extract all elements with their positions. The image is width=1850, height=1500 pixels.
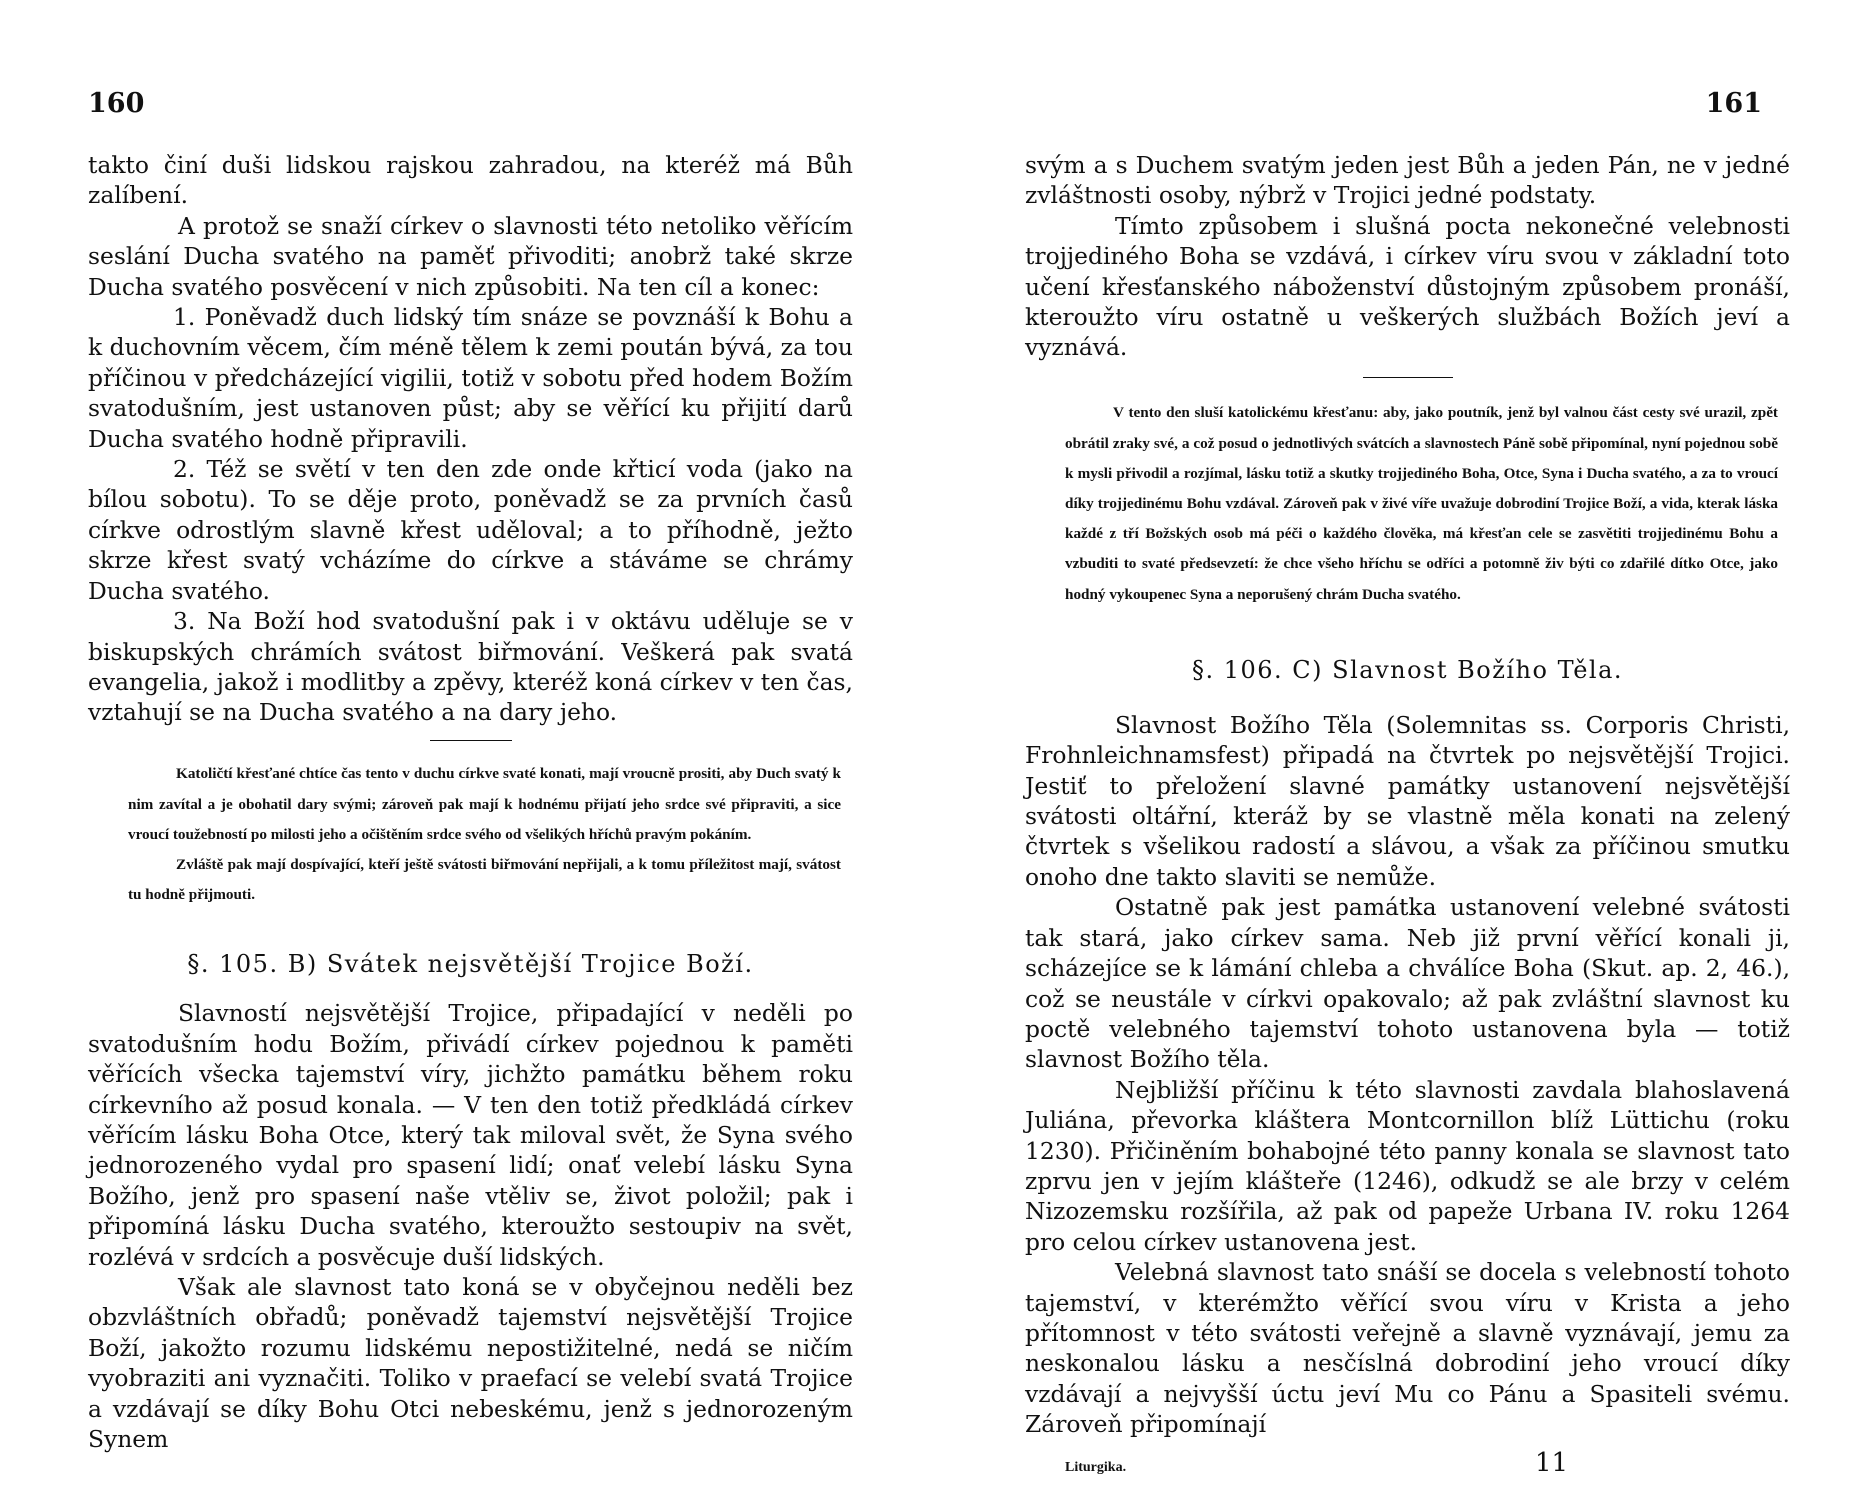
paragraph: Ostatně pak jest památka ustanovení velebné svátosti tak stará, jako církev sama. Neb již první věřící konali ji, scházejíce se k lámání chleba a chválíce Boha (Skut. ap. 2, 46.), což se neustále v církvi opakovalo; až pak zvláštní slavnost ku poctě velebného tajemství tohoto ustanovena byla — totiž slavnost Božího těla. <box>1025 893 1790 1074</box>
section-heading-106: §. 106. C) Slavnost Božího Těla. <box>1191 655 1624 684</box>
left-body-text <box>88 150 853 728</box>
section-105-text <box>88 998 853 1454</box>
paragraph: Slavnost Božího Těla (Solemnitas ss. Corporis Christi, Frohnleichnamsfest) připadá na čtvrtek po nejsvětější Trojici. Jestiť to přeložení slavné památky ustanovení nejsvětější svátosti oltářní, kteráž by se vlastně měla konati na zelený čtvrtek s všelikou radostí a slávou, a však za příčinou smutku onoho dne takto slaviti se nemůže. <box>1025 710 1790 891</box>
signature-mark: Liturgika. <box>1065 1459 1127 1475</box>
left-text-column <box>88 150 853 1454</box>
numbered-paragraph: 3. Na Boží hod svatodušní pak i v oktávu uděluje se v biskupských chrámích svátost biřmování. Veškerá pak svatá evangelia, jakož i modlitby a zpěvy, kteréž koná církev v ten čas, vztahují se na Ducha svatého a na dary jeho. <box>88 607 853 727</box>
page-number-right: 161 <box>1705 88 1762 119</box>
section-106-text <box>1025 710 1790 1440</box>
paragraph: Nejbližší příčinu k této slavnosti zavdala blahoslavená Juliána, převorka kláštera Montcornillon blíž Lüttichu (roku 1230). Přičiněním bohabojné této panny konala se slavnost tato zprvu jen v jejím klášteře (1246), odkudž se ale brzy v celém Nizozemsku rozšířila, až pak od papeže Urbana IV. roku 1264 pro celou církev ustanovena jest. <box>1025 1075 1790 1256</box>
divider-rule <box>1363 377 1453 379</box>
left-note-block <box>128 759 841 910</box>
right-body-text <box>1025 150 1790 363</box>
note-paragraph: V tento den sluší katolickému křesťanu: aby, jako poutník, jenž byl valnou část cesty své urazil, zpět obrátil zraky své, a což posud o jednotlivých svátcích a slavnostech Páně sobě připomínal, nyní pojednou sobě k mysli přivodil a rozjímal, lásku totiž a skutky trojjediného Boha, Otce, Syna i Ducha svatého, a za to vroucí díky trojjedinému Bohu vzdával. Zároveň pak v živé víře uvažuje dobrodiní Trojice Boží, a vida, kterak láska každé z tří Božských osob má péči o každého člověka, má křesťan cele se zasvětiti trojjedinému Bohu a vzbuditi to svaté předsevzetí: že chce všeho hříchu se odříci a potomně živ býti co zdařilé dítko Otce, jako hodný vykoupenec Syna a neporušený chrám Ducha svatého. <box>1065 404 1778 603</box>
paragraph: Slavností nejsvětější Trojice, připadající v neděli po svatodušním hodu Božím, přivádí církev pojednou k paměti věřících všecka tajemství víry, jichžto památku během roku církevního až posud konala. — V ten den totiž předkládá církev věřícím lásku Boha Otce, který tak miloval svět, že Syna svého jednorozeného vydal pro spasení lidí; onať velebí lásku Syna Božího, jenž pro spasení naše vtěliv se, život položil; pak i připomíná lásku Ducha svatého, kteroužto sestoupiv na svět, rozlévá v srdcích a posvěcuje duší lidských. <box>88 999 853 1271</box>
paragraph: Však ale slavnost tato koná se v obyčejnou neděli bez obzvláštních obřadů; poněvadž tajemství nejsvětější Trojice Boží, jakožto rozumu lidskému nepostižitelné, nedá se ničím vyobraziti ani vyznačiti. Toliko v praefací se velebí svatá Trojice a vzdávají se díky Bohu Otci nebeskému, jenž s jednorozeným Synem <box>88 1272 853 1454</box>
paragraph: Tímto způsobem i slušná pocta nekonečné velebnosti trojjediného Boha se vzdává, i církev víru svou v základní toto učení křesťanského náboženství důstojným způsobem pronáší, kteroužto víru ostatně u veškerých službách Božích jeví a vyznává. <box>1025 211 1790 362</box>
paragraph: svým a s Duchem svatým jeden jest Bůh a jeden Pán, ne v jedné zvláštnosti osoby, nýbrž v Trojici jedné podstaty. <box>1025 151 1790 210</box>
section-heading-105: §. 105. B) Svátek nejsvětější Trojice Boží. <box>187 950 754 979</box>
paragraph: A protož se snaží církev o slavnosti této netoliko věřícím seslání Ducha svatého na paměť přivoditi; anobrž také skrze Ducha svatého posvěcení v nich způsobiti. Na ten cíl a konec: <box>88 211 853 301</box>
right-note-block <box>1065 398 1778 609</box>
numbered-paragraph: 1. Poněvadž duch lidský tím snáze se povznáší k Bohu a k duchovním věcem, čím méně tělem k zemi poután bývá, za tou příčinou v předcházející vigilii, totiž v sobotu před hodem Božím svatodušním, jest ustanoven půst; aby se věřící ku přijití darů Ducha svatého hodně připravili. <box>88 303 853 453</box>
paragraph: Velebná slavnost tato snáší se docela s velebností tohoto tajemství, v kterémžto věřící svou víru v Krista a jeho přítomnost v této svátosti veřejně a slavně vyznávají, jemu za neskonalou lásku a nesčíslná dobrodiní jeho vroucí díky vzdávají a nejvyšší úctu jeví Mu co Pánu a Spasiteli svému. Zároveň připomínají <box>1025 1258 1790 1439</box>
page-number-left: 160 <box>88 88 145 119</box>
right-text-column <box>1025 150 1790 1482</box>
divider-rule <box>430 740 512 742</box>
gathering-number: 11 <box>1535 1447 1569 1478</box>
note-paragraph: Katoličtí křesťané chtíce čas tento v duchu církve svaté konati, mají vroucně prositi, aby Duch svatý k nim zavítal a je obohatil dary svými; zároveň pak mají k hodnému přijatí jeho srdce své připraviti, a sice vroucí toužebností po milosti jeho a očištěním srdce svého od všelikých hříchů pravým pokáním. <box>128 765 841 843</box>
numbered-paragraph: 2. Též se světí v ten den zde onde křticí voda (jako na bílou sobotu). To se děje proto, poněvadž se za prvních časů církve odrostlým slavně křest uděloval; a to příhodně, ježto skrze křest svatý vcházíme do církve a stáváme se chrámy Ducha svatého. <box>88 455 853 605</box>
right-page <box>925 0 1850 1500</box>
note-paragraph: Zvláště pak mají dospívající, kteří ještě svátosti biřmování nepřijali, a k tomu příležitost mají, svátost tu hodně přijmouti. <box>128 855 841 904</box>
page-footer <box>1025 1448 1790 1482</box>
paragraph: takto činí duši lidskou rajskou zahradou, na kteréž má Bůh zalíbení. <box>88 151 853 210</box>
